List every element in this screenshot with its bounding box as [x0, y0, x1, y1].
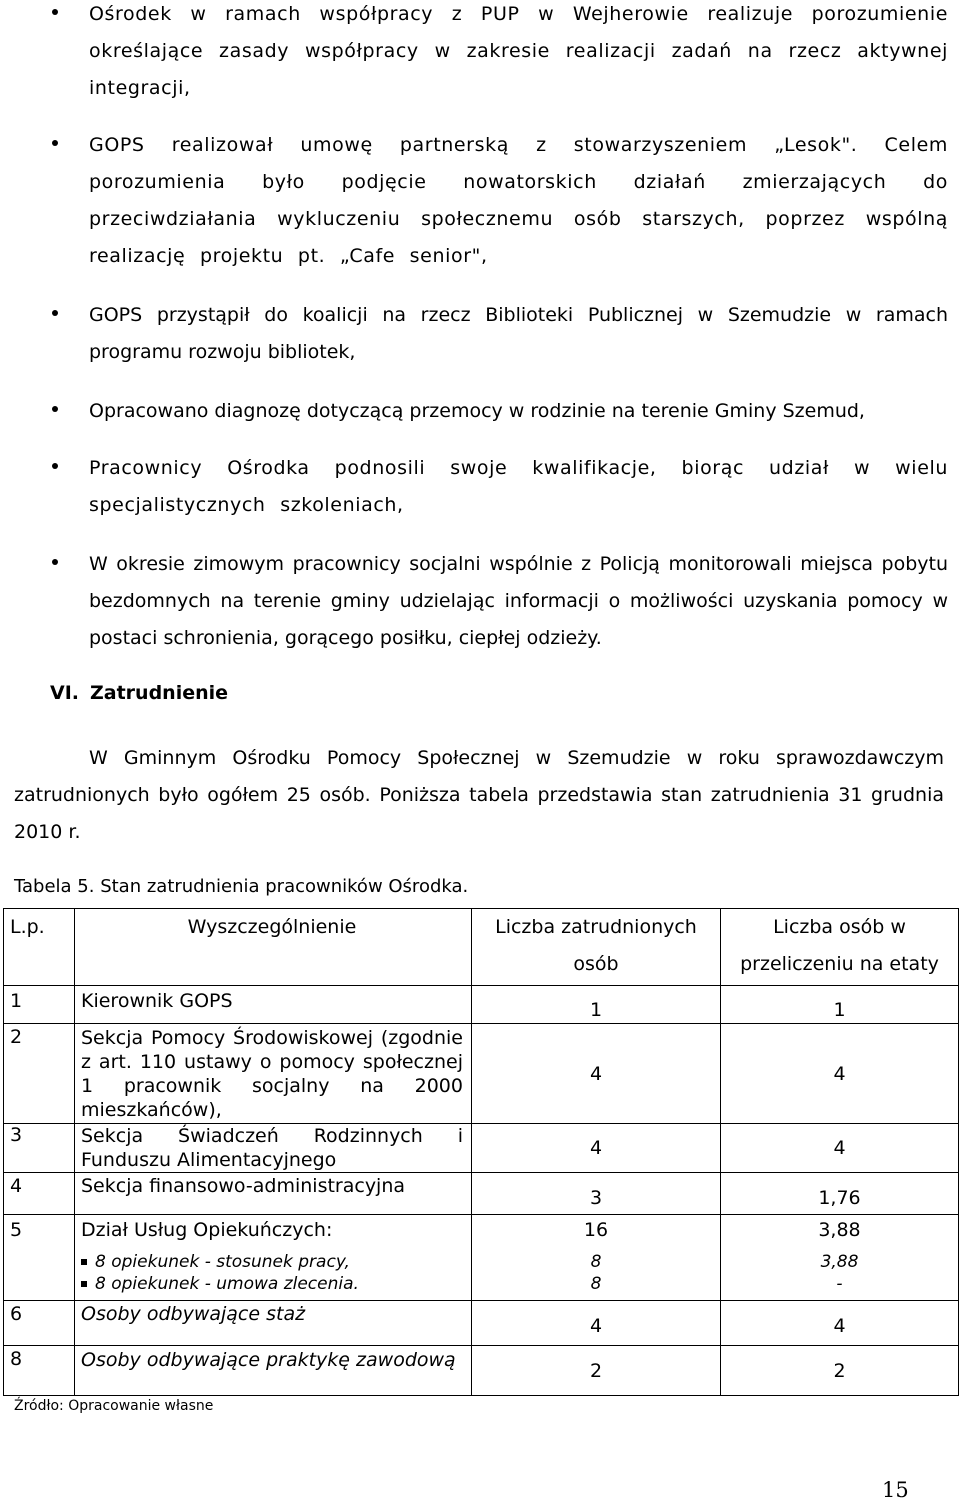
row-lp: 2 — [10, 1026, 23, 1048]
table-row — [4, 1124, 959, 1173]
list-item — [48, 393, 948, 430]
header-description: Wyszczególnienie — [187, 916, 357, 938]
page-number: 15 — [882, 1478, 909, 1502]
sub-item — [95, 1251, 463, 1273]
row-count: 4 — [589, 1315, 603, 1337]
row-count: 3 — [589, 1187, 603, 1209]
list-item — [48, 297, 948, 371]
row-name: Sekcja finansowo-administracyjna — [81, 1175, 406, 1197]
intro-paragraph: W Gminnym Ośrodku Pomocy Społecznej w Szemudzie w roku sprawozdawczym zatrudnionych było ogółem 25 osób. Poniższa tabela przedstawia stan zatrudnienia 31 grudnia 2010 r. — [14, 747, 944, 843]
sub-item — [95, 1273, 463, 1295]
row-fte: 4 — [833, 1315, 846, 1337]
list-item-text: Pracownicy Ośrodka podnosili swoje kwalifikacje, biorąc udział w wielu specjalistycznych szkoleniach, — [89, 457, 948, 516]
header-lp: L.p. — [10, 916, 45, 938]
square-bullet-icon — [81, 1259, 87, 1265]
square-bullet-icon — [81, 1281, 87, 1287]
row-name: Kierownik GOPS — [81, 990, 233, 1012]
row-count: 4 — [589, 1137, 603, 1159]
table-row — [4, 1173, 959, 1215]
row-count: 1 — [589, 998, 603, 1021]
sub-count: 8 — [590, 1252, 602, 1272]
row-name: Dział Usług Opiekuńczych: — [81, 1219, 333, 1241]
table-caption: Tabela 5. Stan zatrudnienia pracowników Ośrodka. — [14, 876, 469, 897]
sub-count: 8 — [590, 1274, 602, 1294]
list-item-text: W okresie zimowym pracownicy socjalni wspólnie z Policją monitorowali miejsca pobytu bezdomnych na terenie gminy udzielając informacji o możliwości uzyskania pomocy w postaci schronienia, gorącego posiłku, ciepłej odzieży. — [89, 553, 948, 649]
row-fte: 2 — [833, 1359, 846, 1382]
row-name: Sekcja Pomocy Środowiskowej (zgodnie z art. 110 ustawy o pomocy społecznej 1 pracownik socjalny na 2000 mieszkańców), — [81, 1027, 463, 1121]
row-count: 16 — [583, 1219, 609, 1241]
row-name: Sekcja Świadczeń Rodzinnych i Funduszu Alimentacyjnego — [81, 1125, 463, 1171]
list-item — [48, 450, 948, 524]
sub-fte — [721, 1251, 958, 1295]
list-item-text: Ośrodek w ramach współpracy z PUP w Wejherowie realizuje porozumienie określające zasady współpracy w zakresie realizacji zadań na rzecz aktywnej integracji, — [89, 3, 948, 99]
row-lp: 3 — [10, 1124, 23, 1146]
table-row — [4, 1024, 959, 1124]
table-row — [4, 1301, 959, 1346]
row-fte: 1,76 — [818, 1187, 861, 1209]
row-lp: 8 — [10, 1348, 23, 1370]
table-row — [4, 1215, 959, 1301]
row-lp: 5 — [10, 1219, 23, 1241]
list-item — [48, 127, 948, 275]
sub-item-label: 8 opiekunek - umowa zlecenia. — [95, 1274, 359, 1294]
row-lp: 6 — [10, 1303, 23, 1325]
sub-counts — [472, 1251, 720, 1295]
header-employee-count: Liczba zatrudnionych osób — [495, 916, 697, 975]
list-item — [48, 0, 948, 107]
row-fte: 3,88 — [818, 1219, 861, 1241]
row-count: 2 — [589, 1359, 603, 1382]
sub-fte-value: - — [836, 1274, 843, 1294]
row-fte: 1 — [833, 998, 846, 1021]
section-heading — [50, 682, 228, 704]
row-fte: 4 — [833, 1062, 846, 1085]
sub-list — [81, 1251, 463, 1295]
employment-table — [3, 908, 959, 1396]
section-title: Zatrudnienie — [90, 682, 229, 704]
table-header-row — [4, 909, 959, 986]
sub-fte-value: 3,88 — [820, 1252, 859, 1272]
table-row — [4, 986, 959, 1024]
list-item-text: GOPS przystąpił do koalicji na rzecz Biblioteki Publicznej w Szemudzie w ramach programu rozwoju bibliotek, — [89, 304, 948, 363]
row-name: Osoby odbywające staż — [81, 1303, 306, 1325]
sub-item-label: 8 opiekunek - stosunek pracy, — [95, 1252, 350, 1272]
table-source: Źródło: Opracowanie własne — [14, 1398, 214, 1414]
row-lp: 1 — [10, 990, 23, 1012]
list-item — [48, 546, 948, 657]
table-row — [4, 1346, 959, 1396]
list-item-text: Opracowano diagnozę dotyczącą przemocy w rodzinie na terenie Gminy Szemud, — [89, 400, 865, 422]
section-number: VI. — [50, 682, 79, 704]
row-fte: 4 — [833, 1137, 846, 1159]
list-item-text: GOPS realizował umowę partnerską z stowarzyszeniem „Lesok". Celem porozumienia było podjęcie nowatorskich działań zmierzających do przeciwdziałania wykluczeniu społecznemu osób starszych, poprzez wspólną realizację projektu pt. „Cafe senior", — [89, 134, 948, 267]
row-name: Osoby odbywające praktykę zawodową — [81, 1349, 456, 1371]
row-count: 4 — [589, 1062, 603, 1085]
row-lp: 4 — [10, 1175, 23, 1197]
header-fte: Liczba osób w przeliczeniu na etaty — [740, 916, 939, 975]
